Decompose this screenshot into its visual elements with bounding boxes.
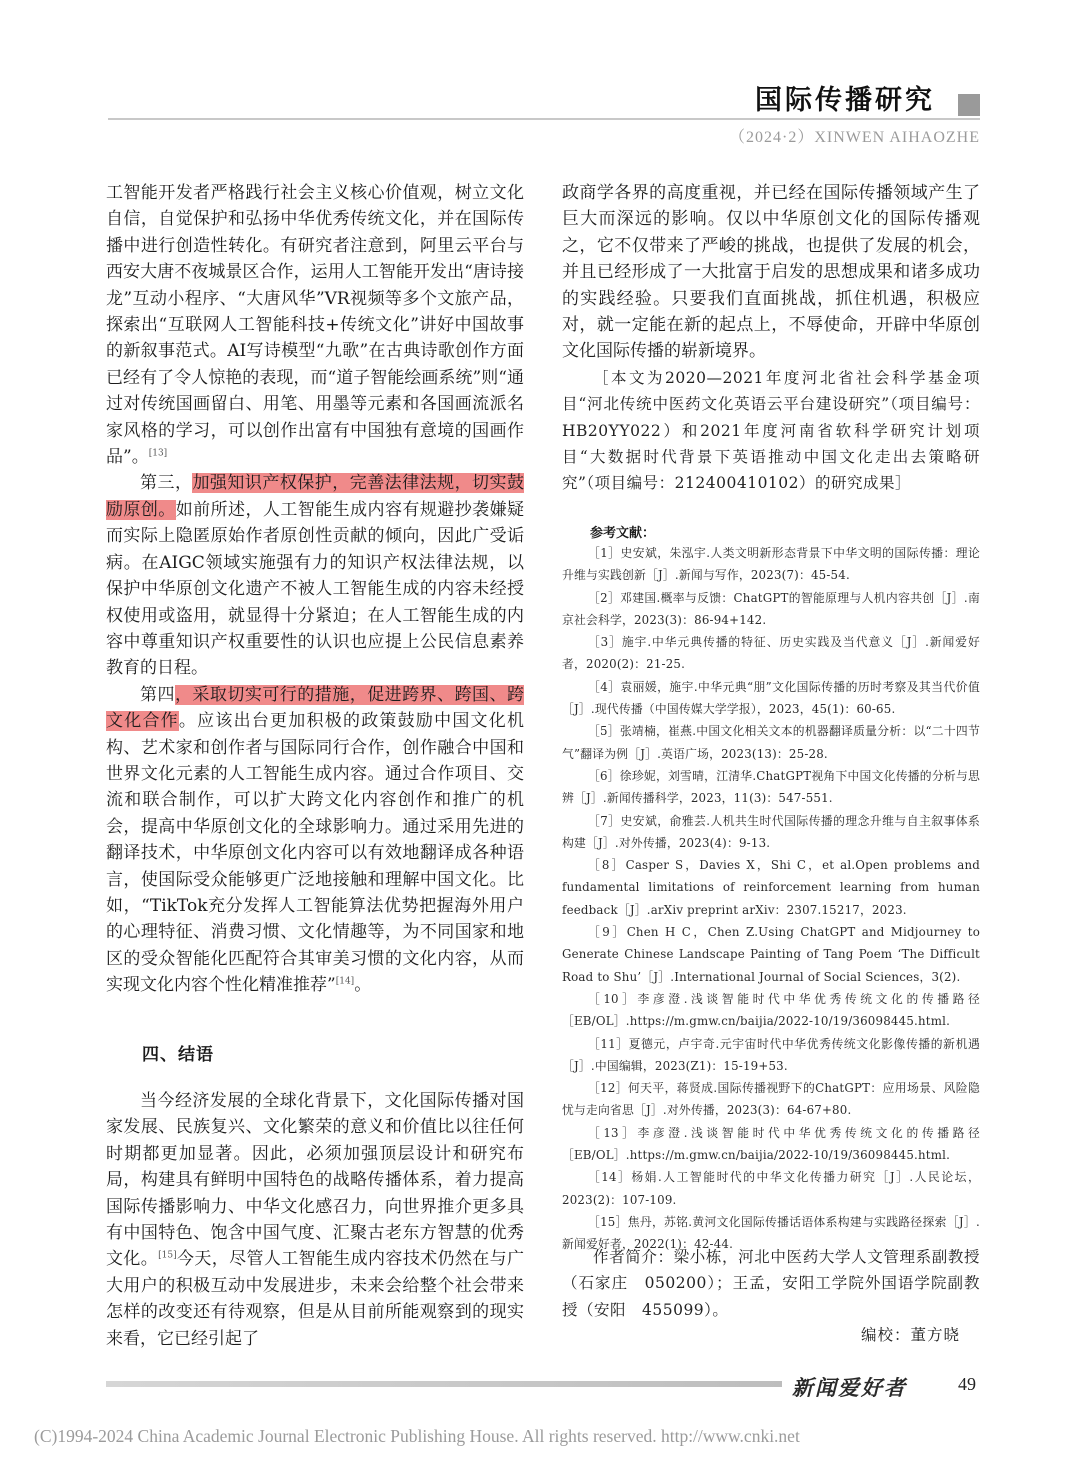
paragraph-conclusion: [106, 1088, 524, 1352]
paragraph-text: 。应该出台更加积极的政策鼓励中国文化机构、艺术家和创作者与国际同行合作，创作融合中国和世界文化元素的人工智能生成内容。通过合作项目、交流和联合制作，可以扩大跨文化内容创作和推广的机会，提高中华原创文化的全球影响力。通过采用先进的翻译技术，中华原创文化内容可以有效地翻译成各种语言，使国际受众能够更广泛地接触和理解中国文化。比如，“TikTok充分发挥人工智能算法优势把握海外用户的心理特征、消费习惯、文化情趣等，为不同国家和地区的受众智能化匹配符合其审美习惯的文化内容，从而实现文化内容个性化精准推荐”: [106, 711, 525, 996]
issue-line: （2024·2）XINWEN AIHAOZHE: [729, 129, 980, 146]
reference-item: ［4］袁丽媛，施宇.中华元典“朋”文化国际传播的历时考察及其当代价值［J］.现代传播（中国传媒大学学报），2023，45(1)：60-65.: [562, 679, 980, 717]
references-title: 参考文献：: [590, 526, 656, 541]
paragraph-text: 当今经济发展的全球化背景下，文化国际传播对国家发展、民族复兴、文化繁荣的意义和价值比以往任何时期都更加显著。因此，必须加强顶层设计和研究布局，构建具有鲜明中国特色的战略传播体系，着力提高国际传播影响力、中华文化感召力，向世界推介更多具有中国特色、饱含中国气度、汇聚古老东方智慧的优秀文化。: [106, 1091, 524, 1270]
paragraph-prefix: 第四: [140, 684, 175, 705]
author-bio: 作者简介：梁小栋，河北中医药大学人文管理系副教授（石家庄 050200）；王孟，安阳工学院外国语学院副教授（安阳 455099）。: [562, 1248, 980, 1319]
paragraph-end: 。: [354, 975, 372, 996]
paragraph-continuation: [106, 180, 524, 470]
reference-item: ［14］杨娟.人工智能时代的中华文化传播力研究［J］.人民论坛，2023(2)：107-109.: [562, 1170, 980, 1207]
reference-item: ［1］史安斌，朱泓宇.人类文明新形态背景下中华文明的国际传播：理论升维与实践创新［J］.新闻与写作，2023(7)：45-54.: [562, 546, 980, 583]
references-list: [562, 542, 980, 1256]
citation-mark: [14]: [335, 976, 355, 987]
paragraph-fourth-point: [106, 682, 524, 999]
header-decoration-square: [958, 94, 980, 116]
page-number: 49: [958, 1374, 976, 1394]
reference-item: ［10］李彦澄.浅谈智能时代中华优秀传统文化的传播路径［EB/OL］.https://m.gmw.cn/baijia/2022-10/19/36098445.html.: [562, 991, 980, 1029]
reference-item: ［11］夏德元，卢宇奇.元宇宙时代中华优秀传统文化影像传播的新机遇［J］.中国编辑，2023(Z1)：15-19+53.: [562, 1036, 980, 1073]
section-title: 国际传播研究: [755, 85, 935, 116]
citation-mark: [13]: [148, 448, 168, 459]
conclusion-block: [106, 1088, 524, 1352]
journal-logo: 新闻爱好者: [792, 1375, 907, 1400]
paragraph-text: 工智能开发者严格践行社会主义核心价值观，树立文化自信，自觉保护和弘扬中华优秀传统文化，并在国际传播中进行创造性转化。有研究者注意到，阿里云平台与西安大唐不夜城景区合作，运用人工智能开发出“唐诗接龙”互动小程序、“大唐风华”VR视频等多个文旅产品，探索出“互联网人工智能科技+传统文化”讲好中国故事的新叙事范式。AI写诗模型“九歌”在古典诗歌创作方面已经有了令人惊艳的表现，而“道子智能绘画系统”则“通过对传统国画留白、用笔、用墨等元素和各国画流派名家风格的学习，可以创作出富有中国独有意境的国画作品”。: [106, 183, 524, 468]
paragraph-prefix: 第三，: [140, 473, 193, 494]
reference-item: ［2］邓建国.概率与反馈：ChatGPT的智能原理与人机内容共创［J］.南京社会科学，2023(3)：86-94+142.: [562, 590, 980, 627]
reference-item: ［6］徐珍妮，刘雪晴，江清华.ChatGPT视角下中国文化传播的分析与思辨［J］.新闻传播科学，2023，11(3)：547-551.: [562, 768, 980, 806]
reference-item: ［8］Casper S，Davies X，Shi C，et al.Open problems and fundamental limitations of reinforcement learning from human feedback［J］.arXiv preprint arXiv：2307.15217，2023.: [562, 858, 980, 917]
paragraph-text: 今天，尽管人工智能生成内容技术仍然在与广大用户的积极互动中发展进步，未来会给整个社会带来怎样的改变还有待观察，但是从目前所能观察到的现实来看，它已经引起了: [106, 1249, 525, 1349]
paragraph-text: 如前所述，人工智能生成内容有规避抄袭嫌疑而实际上隐匿原始作者原创性贡献的倾向，因此广受诟病。在AIGC领域实施强有力的知识产权法律法规，以保护中华原创文化遗产不被人工智能生成的内容未经授权使用或盗用，就显得十分紧迫；在人工智能生成的内容中尊重知识产权重要性的认识也应提上公民信息素养教育的日程。: [106, 499, 525, 679]
funding-note: ［本文为2020—2021年度河北省社会科学基金项目“河北传统中医药文化英语云平台建设研究”（项目编号：HB20YY022）和2021年度河南省软科学研究计划项目“大数据时代背景下英语推动中国文化走出去策略研究”（项目编号：212400410102）的研究成果］: [562, 368, 980, 493]
section-heading-conclusion: 四、结语: [142, 1045, 214, 1065]
highlighted-text: 加强知识产权保护，完善法律法规，切实鼓励原创。: [106, 473, 525, 520]
reference-item: ［5］张靖楠，崔燕.中国文化相关文本的机器翻译质量分析：以“二十四节气”翻译为例［J］.英语广场，2023(13)：25-28.: [562, 724, 980, 761]
header-rule: [108, 118, 980, 120]
left-column: [106, 180, 524, 999]
footer-bar: [106, 1381, 782, 1387]
highlighted-text: ，采取切实可行的措施，促进跨界、跨国、跨文化合作: [106, 684, 524, 732]
right-column: [562, 180, 980, 497]
citation-mark: [15]: [158, 1250, 177, 1261]
editor-credit: 编校：董方晓: [860, 1326, 960, 1344]
paragraph-third-point: [106, 470, 524, 681]
reference-item: ［3］施宇.中华元典传播的特征、历史实践及当代意义［J］.新闻爱好者，2020(2)：21-25.: [562, 635, 980, 672]
reference-item: ［12］何天平，蒋贤成.国际传播视野下的ChatGPT：应用场景、风险隐忧与走向省思［J］.对外传播，2023(3)：64-67+80.: [562, 1081, 980, 1118]
reference-item: ［9］Chen H C，Chen Z.Using ChatGPT and Midjourney to Generate Chinese Landscape Painting of Tang Poem ‘The Difficult Road to Shu’［J］.International Journal of Social Sciences，3(2).: [562, 925, 980, 984]
reference-item: ［15］焦丹，苏铭.黄河文化国际传播话语体系构建与实践路径探索［J］.新闻爱好者，2022(1)：42-44.: [562, 1214, 980, 1252]
paragraph-continuation: 政商学各界的高度重视，并已经在国际传播领域产生了巨大而深远的影响。仅以中华原创文化的国际传播观之，它不仅带来了严峻的挑战，也提供了发展的机会，并且已经形成了一大批富于启发的思想成果和诸多成功的实践经验。只要我们直面挑战，抓住机遇，积极应对，就一定能在新的起点上，不辱使命，开辟中华原创文化国际传播的崭新境界。: [562, 183, 980, 362]
copyright-line: (C)1994-2024 China Academic Journal Electronic Publishing House. All rights reserved. http://www.cnki.net: [34, 1426, 800, 1446]
reference-item: ［7］史安斌，俞雅芸.人机共生时代国际传播的理念升维与自主叙事体系构建［J］.对外传播，2023(4)：9-13.: [562, 813, 980, 850]
reference-item: ［13］李彦澄.浅谈智能时代中华优秀传统文化的传播路径［EB/OL］.https://m.gmw.cn/baijia/2022-10/19/36098445.html.: [562, 1125, 980, 1163]
